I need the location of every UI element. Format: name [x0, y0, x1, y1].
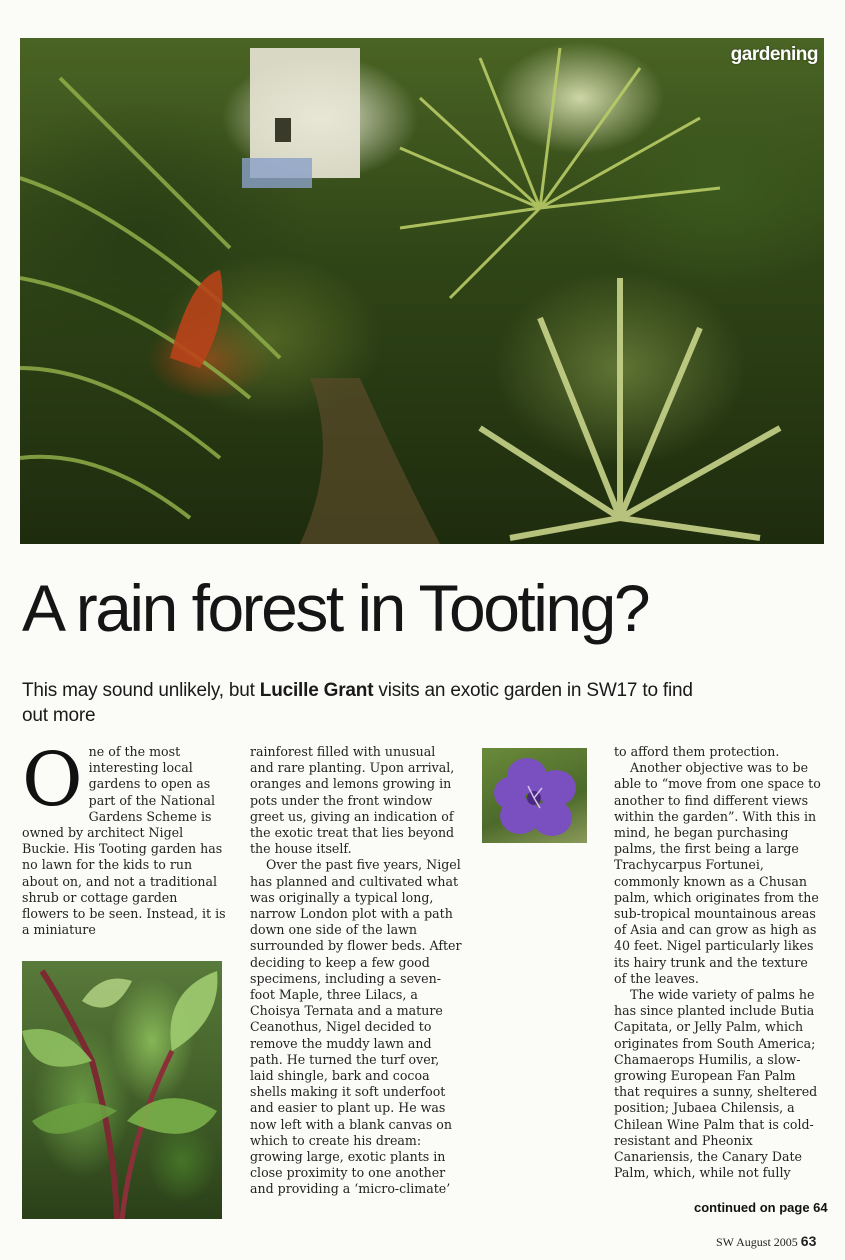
column2-paragraph-2: Over the past five years, Nigel has planned and cultivated what was originally a typical long, narrow London plot with a path down one side of the lawn surrounded by flower beds. After deciding to keep a few good specimens, including a seven-foot Maple, three Lilacs, a Choisya Ternata and a mature Ceanothus, Nigel decided to remove the muddy lawn and path. He turned the turf over, laid shingle, bark and cocoa shells making it soft underfoot and easier to plant up. He was now left with a blank canvas on which to create his dream: growing large, exotic plants in close proximity to one another and providing a ‘micro-climate’	[250, 857, 462, 1197]
standfirst	[22, 678, 722, 728]
standfirst-before: This may sound unlikely, but	[22, 680, 260, 701]
banana-plant-photo	[22, 961, 222, 1219]
continued-on-page: continued on page 64	[694, 1200, 828, 1215]
drop-cap: O	[22, 737, 83, 823]
hero-photo	[20, 38, 824, 544]
article-column-4	[614, 744, 824, 1181]
section-tag: gardening	[730, 44, 818, 65]
banana-plant-photo-icon	[22, 961, 222, 1219]
column4-paragraph-3: The wide variety of palms he has since planted include Butia Capitata, or Jelly Palm, which originates from South America; Chamaerops Humilis, a slow-growing European Fan Palm that requires a sunny, sheltered position; Jubaea Chilensis, a Chilean Wine Palm that is cold-resistant and Pheonix Canariensis, the Canary Date Palm, which, while not fully	[614, 987, 818, 1181]
author-name: Lucille Grant	[259, 680, 374, 701]
headline: A rain forest in Tooting?	[22, 571, 649, 645]
article-column-2	[250, 744, 462, 1198]
garden-photo-icon	[20, 38, 824, 544]
column2-paragraph-1: rainforest filled with unusual and rare planting. Upon arrival, oranges and lemons growing in pots under the front window greet us, giving an indication of the exotic treat that lies beyond the house itself.	[250, 744, 455, 857]
column1-paragraph-1: ne of the most interesting local gardens to open as part of the National Gardens Scheme is owned by architect Nigel Buckie. His Tooting garden has no lawn for the kids to run about on, and not a traditional shrub or cottage garden flowers to be seen. Instead, it is a miniature	[22, 744, 226, 938]
article-column-1	[22, 737, 228, 938]
purple-flower-photo	[482, 748, 587, 843]
column4-paragraph-1: to afford them protection.	[614, 744, 780, 759]
purple-flower-photo-icon	[482, 748, 587, 843]
page-number: 63	[800, 1233, 817, 1249]
standfirst-after: visits an exotic garden in SW17 to find out more	[22, 680, 693, 726]
page-folio	[716, 1233, 816, 1250]
column4-paragraph-2: Another objective was to be able to “move from one space to another to find different views within the garden”. With this in mind, he began purchasing palms, the first being a large Trachycarpus Fortunei, commonly known as a Chusan palm, which originates from the sub-tropical mountainous areas of Asia and can grow as high as 40 feet. Nigel particularly likes its hairy trunk and the texture of the leaves.	[614, 760, 821, 986]
issue-label: SW August 2005	[716, 1235, 798, 1249]
